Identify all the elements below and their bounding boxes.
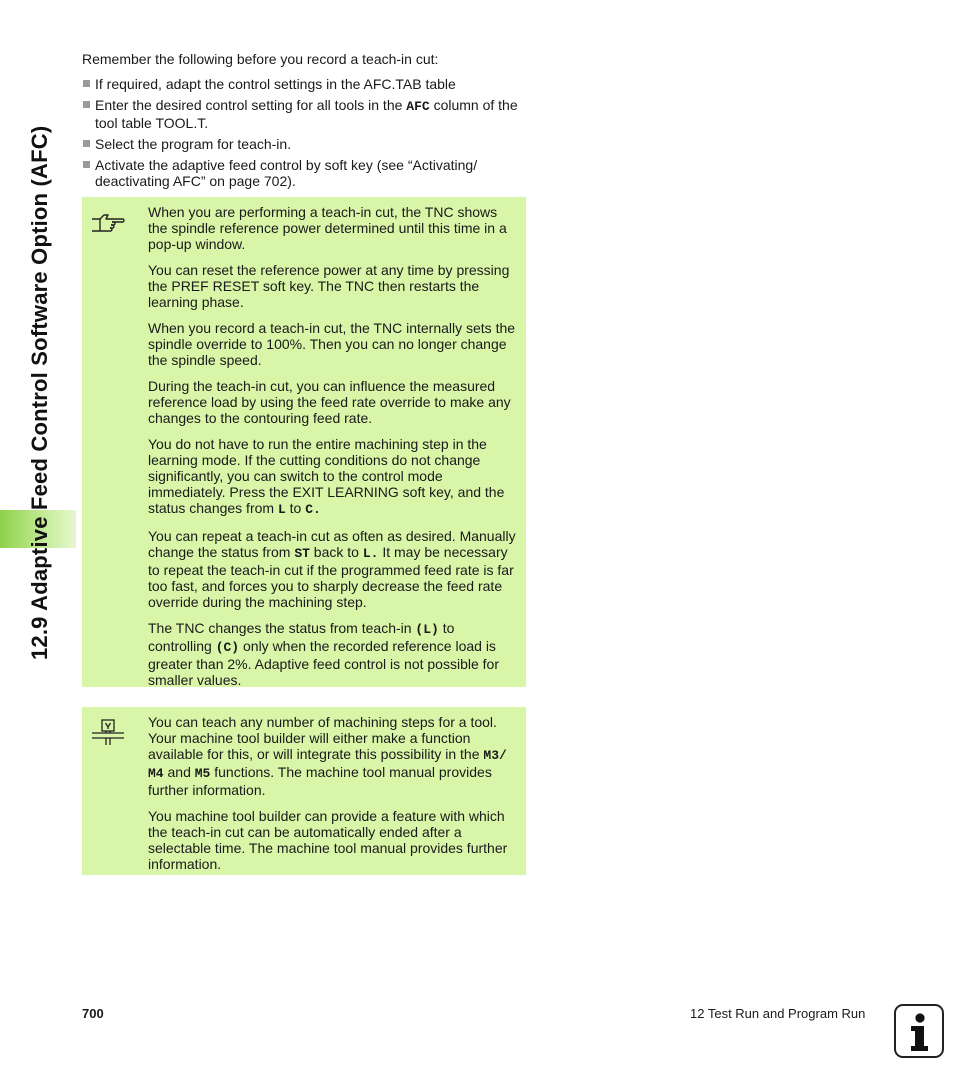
note-body bbox=[148, 714, 516, 882]
note-paragraph: When you record a teach-in cut, the TNC internally sets the spindle override to 100%. Then you can no longer change the spindle speed. bbox=[148, 320, 516, 368]
note-paragraph: During the teach-in cut, you can influence the measured reference load by using the feed rate override to make any changes to the contouring feed rate. bbox=[148, 378, 511, 426]
note-paragraph: You can reset the reference power at any time by pressing the PREF RESET soft key. The TNC then restarts the learning phase. bbox=[148, 262, 510, 310]
note-body bbox=[148, 204, 516, 698]
list-item: Select the program for teach-in. bbox=[82, 136, 532, 152]
code-status-l: L. bbox=[362, 546, 379, 561]
pointing-hand-icon bbox=[90, 207, 128, 237]
info-icon bbox=[894, 1004, 944, 1058]
note-paragraph: You machine tool builder can provide a feature with which the teach-in cut can be automatically ended after a selectable time. The machine tool manual provides further information. bbox=[148, 808, 508, 872]
bullet-square-icon bbox=[83, 80, 90, 87]
intro-text: Remember the following before you record a teach-in cut: bbox=[82, 51, 439, 67]
section-title: 12.9 Adaptive Feed Control Software Option (AFC) bbox=[27, 125, 52, 660]
note-box-machine-builder bbox=[82, 707, 526, 875]
note-paragraph: When you are performing a teach-in cut, the TNC shows the spindle reference power determined until this time in a pop-up window. bbox=[148, 204, 507, 252]
chapter-title: 12 Test Run and Program Run bbox=[690, 1006, 866, 1021]
code-status-c: C. bbox=[305, 502, 321, 517]
list-item: If required, adapt the control settings in the AFC.TAB table bbox=[82, 76, 532, 92]
machine-tool-icon bbox=[90, 717, 128, 747]
note-paragraph: The TNC changes the status from teach-in (L) to controlling (C) only when the recorded reference load is greater than 2%. Adaptive feed control is not possible for smaller values. bbox=[148, 620, 499, 688]
bullet-square-icon bbox=[83, 161, 90, 168]
bullet-square-icon bbox=[83, 101, 90, 108]
list-item: Activate the adaptive feed control by soft key (see “Activating/ deactivating AFC” on page 702). bbox=[82, 157, 532, 189]
note-box-teach-in bbox=[82, 197, 526, 687]
code-m3-m4: M3/ M4 bbox=[148, 748, 507, 781]
code-status-l: (L) bbox=[415, 622, 439, 637]
note-paragraph: You can repeat a teach-in cut as often as desired. Manually change the status from ST back to L. It may be necessary to repeat the teach-in cut if the programmed feed rate is far too fast, and forces you to sharply decrease the feed rate override during the machining step. bbox=[148, 528, 516, 610]
page-number: 700 bbox=[82, 1006, 104, 1021]
code-status-c: (C) bbox=[215, 640, 240, 655]
code-m5: M5 bbox=[194, 766, 211, 781]
note-paragraph: You can teach any number of machining steps for a tool. Your machine tool builder will either make a function available for this, or will integrate this possibility in the M3/ M4 and M5 functions. The machine tool manual provides further information. bbox=[148, 714, 507, 798]
code-status-st: ST bbox=[294, 546, 310, 561]
list-item: Enter the desired control setting for all tools in the AFC column of the tool table TOOL.T. bbox=[82, 97, 532, 131]
bullet-list bbox=[82, 76, 532, 194]
bullet-square-icon bbox=[83, 140, 90, 147]
note-paragraph: You do not have to run the entire machining step in the learning mode. If the cutting conditions do not change significantly, you can switch to the control mode immediately. Press the EXIT LEARNING soft key, and the status changes from L to C. bbox=[148, 436, 505, 517]
code-status-l: L bbox=[277, 502, 286, 517]
code-afc: AFC bbox=[406, 99, 430, 114]
